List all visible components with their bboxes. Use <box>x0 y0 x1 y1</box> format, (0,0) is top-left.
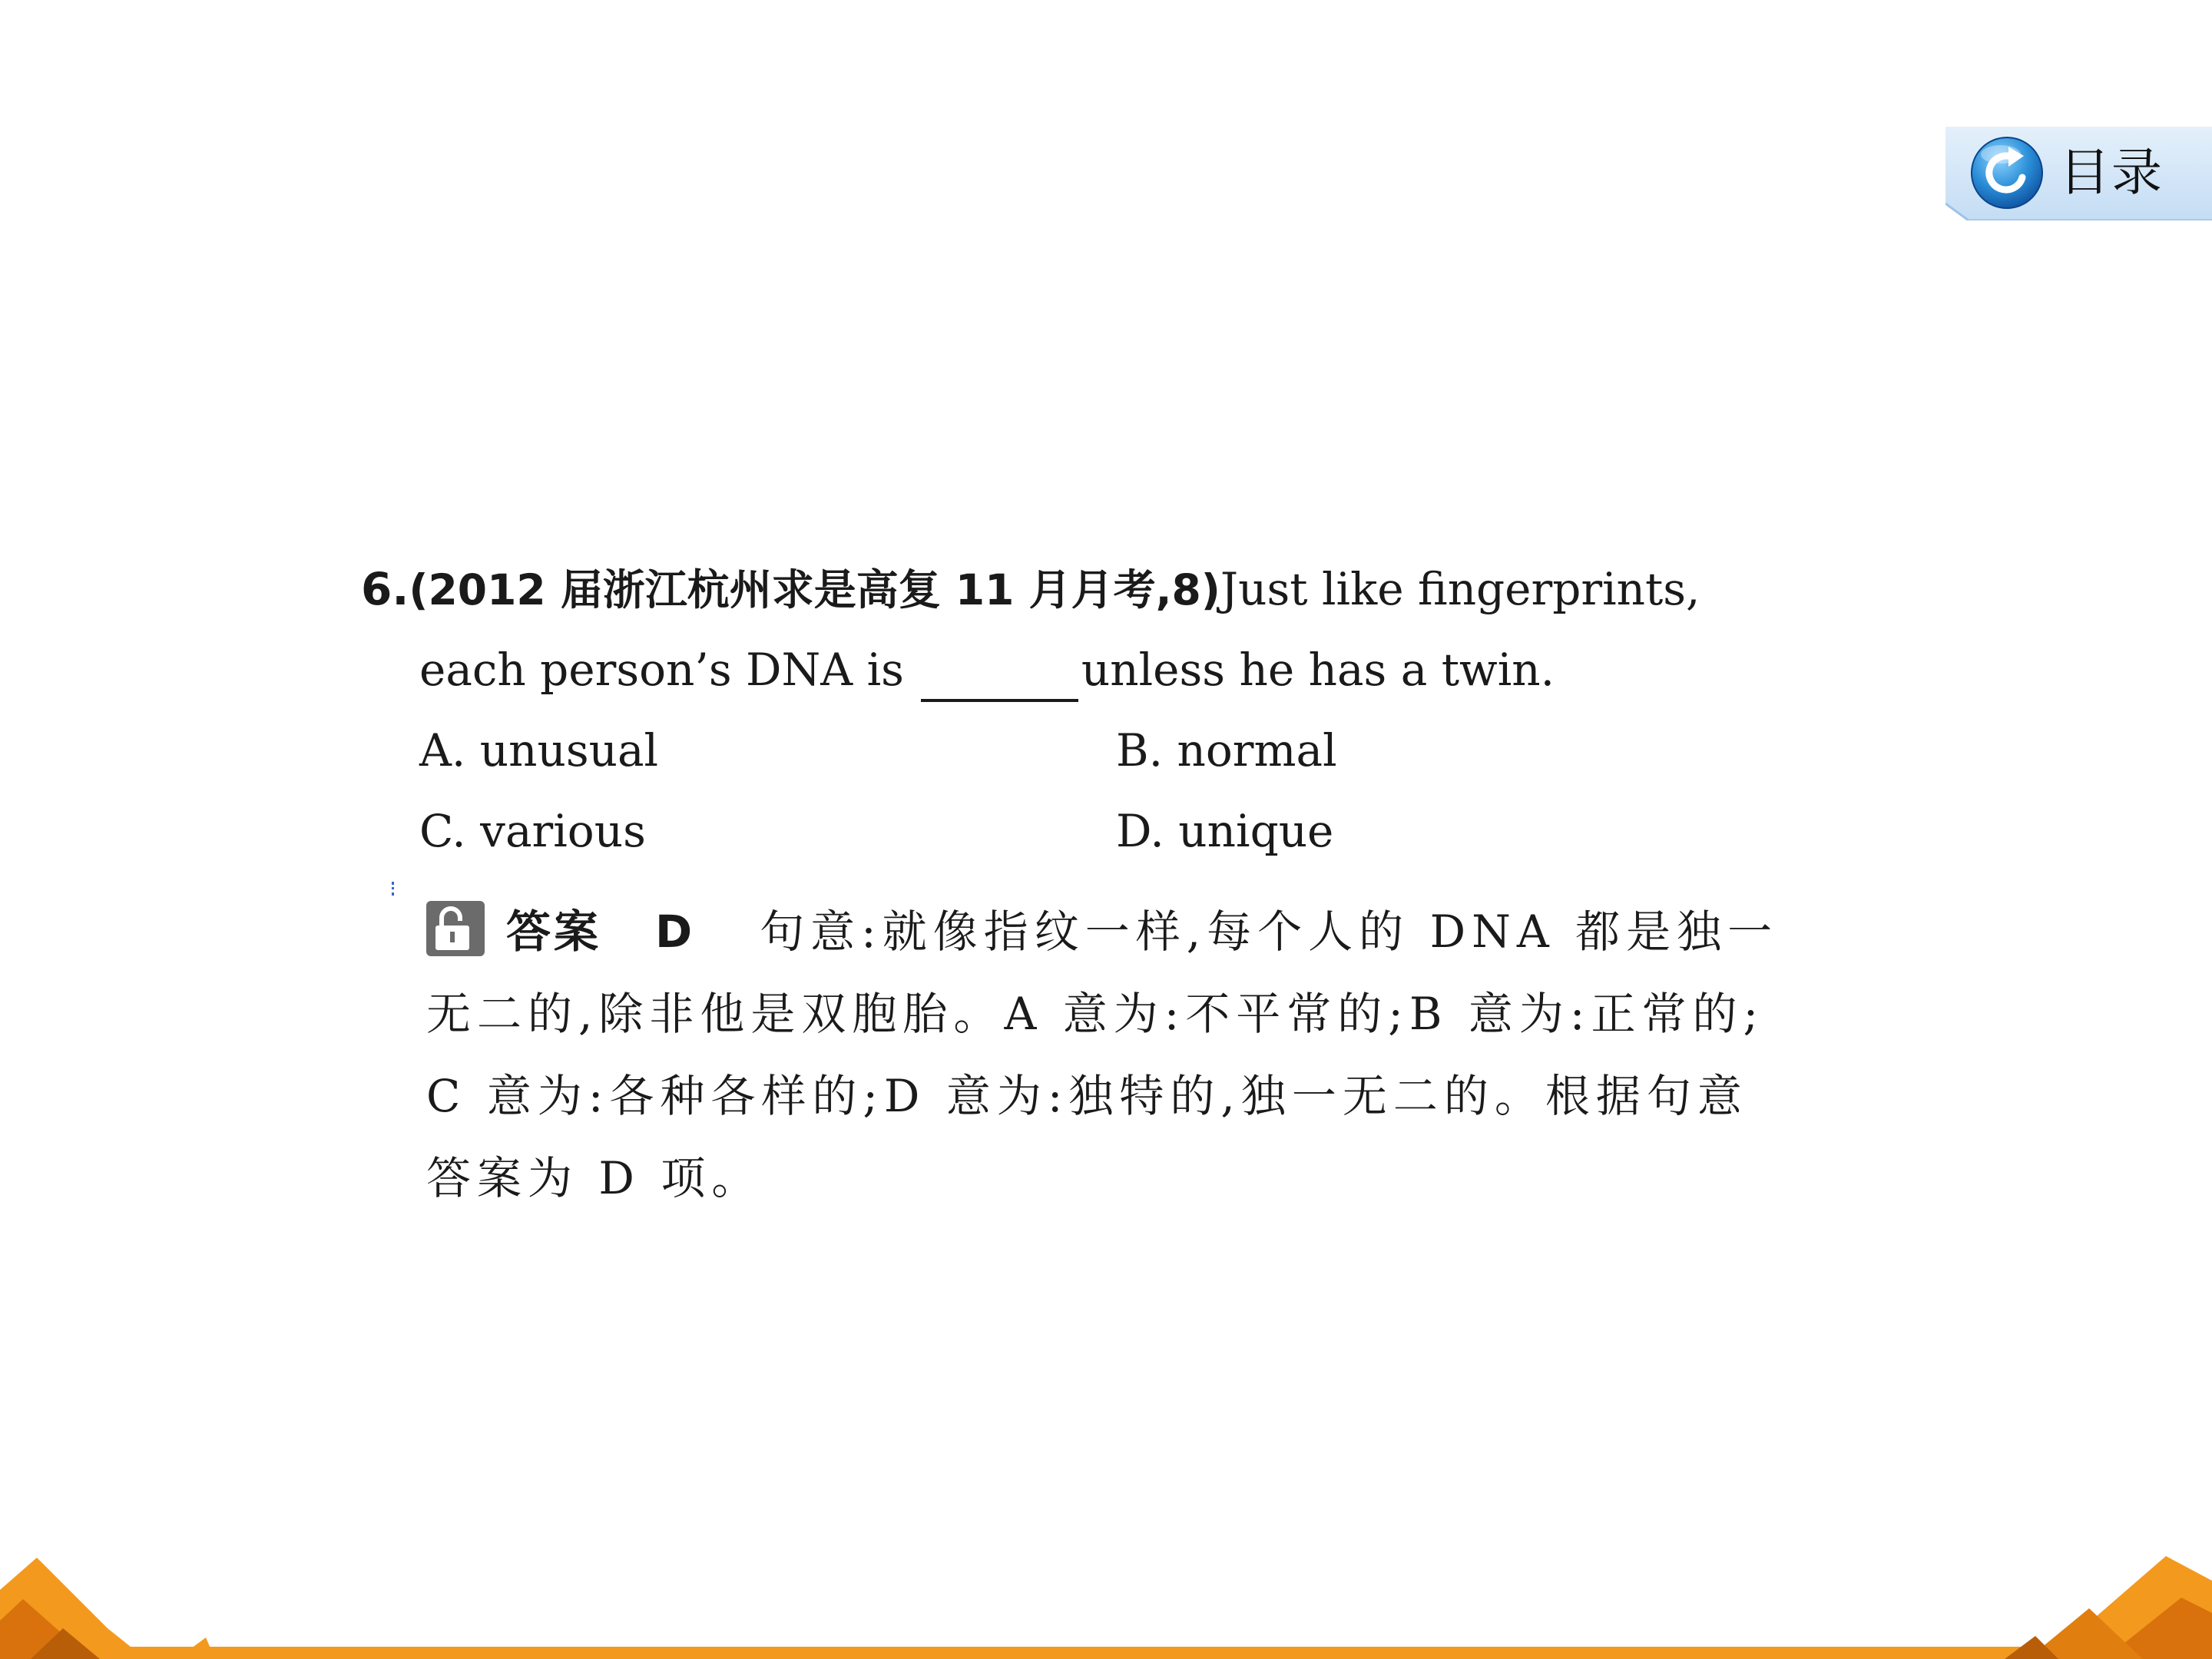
answer-line-2: 无二的,除非他是双胞胎。A 意为:不平常的;B 意为:正常的; <box>426 988 1764 1040</box>
option-c: C. various <box>419 805 646 857</box>
cursor-mark <box>392 882 400 896</box>
question-stem-part2: each person’s DNA is <box>419 644 904 696</box>
question-stem-part3: unless he has a twin. <box>1081 644 1555 696</box>
toc-label: 目录 <box>2059 143 2164 202</box>
unlock-icon[interactable] <box>426 901 485 956</box>
answer-line-4: 答案为 D 项。 <box>426 1152 763 1204</box>
options-row-1 <box>361 710 1859 791</box>
question-stem-part1: Just like fingerprints, <box>1220 563 1700 615</box>
toc-button[interactable] <box>1945 127 2212 220</box>
answer-explanation-1: 句意:就像指纹一样,每个人的 DNA 都是独一 <box>760 906 1779 958</box>
question-source: (2012 届浙江杭州求是高复 11 月月考,8) <box>409 565 1220 614</box>
option-a: A. unusual <box>419 724 659 777</box>
question-block <box>361 549 1859 872</box>
question-line-2 <box>361 630 1859 710</box>
option-d: D. unique <box>1116 805 1334 857</box>
answer-line-1 <box>426 891 1847 973</box>
refresh-icon <box>1969 134 2045 211</box>
question-line-1 <box>361 549 1859 630</box>
answer-blank <box>921 697 1078 702</box>
question-number: 6. <box>361 563 409 615</box>
answer-block <box>426 891 1847 1220</box>
answer-letter: D <box>655 906 699 958</box>
answer-label: 答案 <box>506 906 602 958</box>
option-b: B. normal <box>1116 724 1337 777</box>
answer-line-3: C 意为:各种各样的;D 意为:独特的,独一无二的。根据句意 <box>426 1070 1748 1122</box>
options-row-2 <box>361 791 1859 872</box>
bottom-decoration <box>0 1551 2212 1659</box>
